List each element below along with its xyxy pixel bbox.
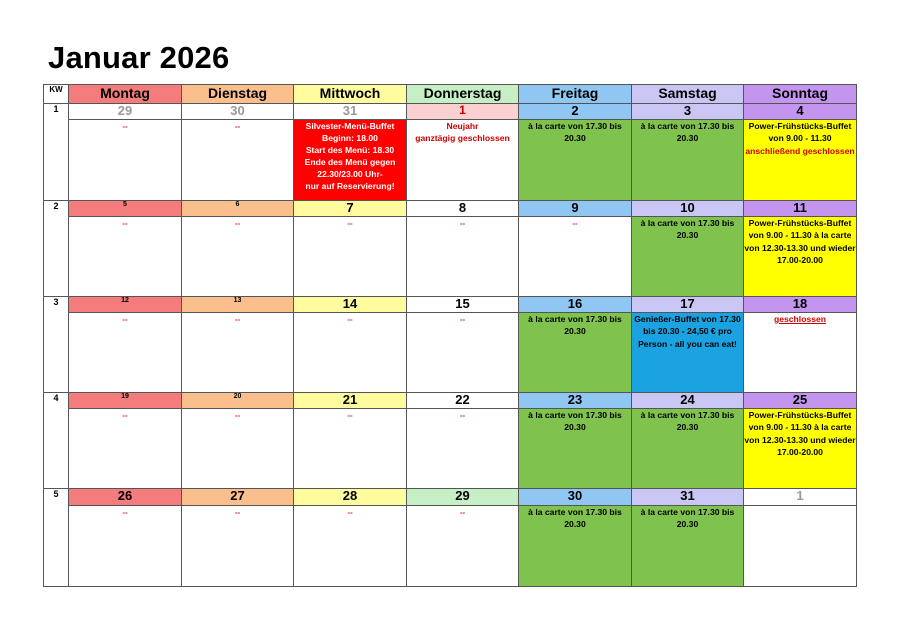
event-cell (744, 120, 857, 201)
header-dienstag: Dienstag (182, 85, 294, 104)
date-cell: 20 (182, 393, 294, 409)
empty-marker: -- (572, 219, 578, 228)
date-cell: 30 (519, 489, 632, 506)
event-row (44, 313, 857, 393)
empty-marker: -- (347, 508, 353, 517)
empty-marker: -- (347, 315, 353, 324)
date-cell: 15 (407, 297, 519, 313)
event-line: 22.30/23.00 Uhr- (317, 169, 383, 179)
date-cell: 7 (294, 201, 407, 217)
event-cell (519, 217, 632, 297)
event-line: Start des Menü: 18.30 (305, 145, 395, 155)
date-cell: 9 (519, 201, 632, 217)
empty-marker: -- (347, 219, 353, 228)
event-cell (182, 217, 294, 297)
kw-number: 5 (44, 489, 69, 587)
header-donnerstag: Donnerstag (407, 85, 519, 104)
event-cell: Power-Frühstücks-Buffet von 9.00 - 11.30 à la carte von 12.30-13.30 und wieder 17.00-20.00 (744, 409, 857, 489)
header-samstag: Samstag (632, 85, 744, 104)
event-line: Neujahr (446, 121, 479, 131)
calendar-table (43, 84, 857, 587)
event-cell: à la carte von 17.30 bis 20.30 (632, 506, 744, 587)
date-cell: 3 (632, 104, 744, 120)
date-cell: 21 (294, 393, 407, 409)
event-cell-silvester (294, 120, 407, 201)
event-cell (69, 217, 182, 297)
event-cell: à la carte von 17.30 bis 20.30 (519, 313, 632, 393)
event-cell (69, 409, 182, 489)
date-cell: 12 (69, 297, 182, 313)
event-cell (407, 506, 519, 587)
empty-marker: -- (234, 508, 241, 517)
event-cell (407, 409, 519, 489)
date-cell: 10 (632, 201, 744, 217)
event-row (44, 217, 857, 297)
date-cell: 31 (632, 489, 744, 506)
event-cell: à la carte von 17.30 bis 20.30 (632, 120, 744, 201)
event-row (44, 409, 857, 489)
event-row (44, 120, 857, 201)
event-line: Beginn: 18.00 (322, 133, 378, 143)
event-line: Ende des Menü gegen (304, 157, 396, 167)
date-cell: 29 (407, 489, 519, 506)
empty-marker: -- (122, 122, 128, 131)
closed-text: geschlossen (773, 314, 827, 324)
event-cell: à la carte von 17.30 bis 20.30 (632, 409, 744, 489)
date-cell: 1 (744, 489, 857, 506)
date-cell: 30 (182, 104, 294, 120)
date-cell: 18 (744, 297, 857, 313)
event-cell: Power-Frühstücks-Buffet von 9.00 - 11.30 à la carte von 12.30-13.30 und wieder 17.00-20.00 (744, 217, 857, 297)
date-cell: 1 (407, 104, 519, 120)
date-cell: 28 (294, 489, 407, 506)
kw-number: 4 (44, 393, 69, 489)
event-cell (182, 409, 294, 489)
date-cell: 2 (519, 104, 632, 120)
date-cell: 22 (407, 393, 519, 409)
date-cell: 4 (744, 104, 857, 120)
event-cell (294, 506, 407, 587)
event-cell-geniesser-buffet: Genießer-Buffet von 17.30 bis 20.30 - 24,50 € pro Person - all you can eat! (632, 313, 744, 393)
header-mittwoch: Mittwoch (294, 85, 407, 104)
date-cell: 14 (294, 297, 407, 313)
date-row (44, 297, 857, 313)
kw-number: 1 (44, 104, 69, 201)
date-row (44, 489, 857, 506)
event-cell (294, 313, 407, 393)
event-cell (294, 217, 407, 297)
date-cell: 26 (69, 489, 182, 506)
empty-marker: -- (234, 411, 241, 420)
event-cell (294, 409, 407, 489)
date-cell: 27 (182, 489, 294, 506)
empty-marker: -- (234, 122, 241, 131)
event-cell (69, 313, 182, 393)
kw-number: 3 (44, 297, 69, 393)
event-cell: à la carte von 17.30 bis 20.30 (632, 217, 744, 297)
date-cell: 16 (519, 297, 632, 313)
date-cell: 25 (744, 393, 857, 409)
event-cell: à la carte von 17.30 bis 20.30 (519, 120, 632, 201)
date-cell: 29 (69, 104, 182, 120)
event-cell (744, 506, 857, 587)
event-text: Power-Frühstücks-Buffet von 9.00 - 11.30 (748, 121, 852, 144)
event-cell: à la carte von 17.30 bis 20.30 (519, 409, 632, 489)
empty-marker: -- (122, 411, 128, 420)
event-cell (407, 217, 519, 297)
event-line: nur auf Reservierung! (305, 181, 395, 191)
date-cell: 19 (69, 393, 182, 409)
empty-marker: -- (459, 219, 466, 228)
empty-marker: -- (122, 219, 128, 228)
header-montag: Montag (69, 85, 182, 104)
date-cell: 13 (182, 297, 294, 313)
date-row (44, 393, 857, 409)
date-cell: 23 (519, 393, 632, 409)
empty-marker: -- (459, 315, 466, 324)
event-cell-neujahr (407, 120, 519, 201)
empty-marker: -- (234, 315, 241, 324)
date-cell: 8 (407, 201, 519, 217)
event-cell (182, 120, 294, 201)
event-cell (69, 506, 182, 587)
date-cell: 6 (182, 201, 294, 217)
event-cell (182, 506, 294, 587)
date-cell: 24 (632, 393, 744, 409)
empty-marker: -- (347, 411, 353, 420)
empty-marker: -- (234, 219, 241, 228)
kw-number: 2 (44, 201, 69, 297)
event-cell (744, 313, 857, 393)
empty-marker: -- (122, 508, 128, 517)
date-row (44, 104, 857, 120)
event-cell (182, 313, 294, 393)
page-title: Januar 2026 (48, 40, 230, 75)
header-freitag: Freitag (519, 85, 632, 104)
event-cell: à la carte von 17.30 bis 20.30 (519, 506, 632, 587)
date-cell: 5 (69, 201, 182, 217)
kw-header: KW (44, 85, 69, 104)
event-cell (69, 120, 182, 201)
event-line: Silvester-Menü-Buffet (305, 121, 395, 131)
date-cell: 17 (632, 297, 744, 313)
event-row (44, 506, 857, 587)
empty-marker: -- (459, 411, 466, 420)
date-row (44, 201, 857, 217)
weekday-header-row (44, 85, 857, 104)
empty-marker: -- (459, 508, 466, 517)
event-subtext: anschließend geschlossen (745, 145, 855, 156)
event-cell (407, 313, 519, 393)
event-line: ganztägig geschlossen (415, 133, 510, 144)
date-cell: 11 (744, 201, 857, 217)
date-cell: 31 (294, 104, 407, 120)
header-sonntag: Sonntag (744, 85, 857, 104)
empty-marker: -- (122, 315, 128, 324)
